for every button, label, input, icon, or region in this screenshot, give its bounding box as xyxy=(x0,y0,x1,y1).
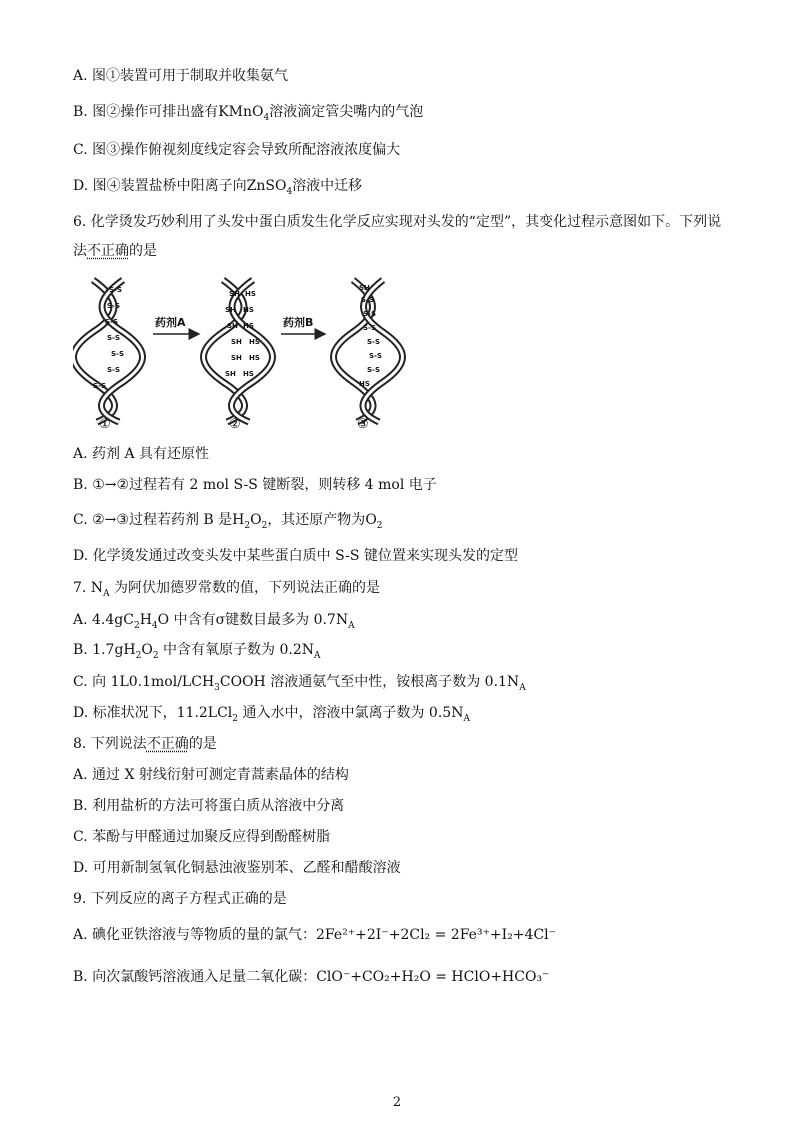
q7-stem xyxy=(73,579,380,603)
thiol-label: SH xyxy=(231,354,242,362)
bond-label: S-S xyxy=(369,352,382,360)
bond-label: S-S xyxy=(107,302,120,310)
figure-label-2: ② xyxy=(229,417,241,432)
bond-label: S-S xyxy=(109,286,122,294)
q6-option-d: D. 化学烫发通过改变头发中某些蛋白质中 S-S 键位置来实现头发的定型 xyxy=(73,548,518,564)
q7-option-c xyxy=(73,673,526,697)
q6-option-c-text: C. ②→③过程若药剂 B 是 xyxy=(73,512,233,528)
reagent-b-label: 药剂B xyxy=(283,316,314,329)
sub: 2 xyxy=(133,620,140,631)
bond-label: S-S xyxy=(363,310,376,318)
thiol-label: HS xyxy=(359,380,370,388)
sub: 3 xyxy=(214,682,220,693)
text: B. 1.7gH xyxy=(73,642,136,658)
thiol-label: HS xyxy=(249,338,260,346)
sub: A xyxy=(348,620,355,631)
q5-option-c: C. 图③操作俯视刻度线定容会导致所配溶液浓度偏大 xyxy=(73,142,401,158)
q6-option-a: A. 药剂 A 具有还原性 xyxy=(73,446,210,462)
sub: 2 xyxy=(135,650,142,661)
text: O xyxy=(141,642,153,658)
q6-stem-line1: 6. 化学烫发巧妙利用了头发中蛋白质发生化学反应实现对头发的“定型”，其变化过程示意图如下。下列说 xyxy=(73,214,722,230)
formula-sub: 2 xyxy=(244,520,251,531)
text: C. 向 1L0.1mol/LCH xyxy=(73,674,215,690)
bond-label: S-S xyxy=(93,382,106,390)
q7-stem-text-end: 为阿伏加德罗常数的值，下列说法正确的是 xyxy=(109,580,381,596)
thiol-label: HS xyxy=(245,290,256,298)
formula-sub: 2 xyxy=(261,520,268,531)
sub: 2 xyxy=(152,650,159,661)
thiol-label: SH xyxy=(231,338,242,346)
bond-label: S-S xyxy=(361,296,374,304)
formula: O xyxy=(250,512,262,528)
text: O 中含有σ键数目最多为 0.7N xyxy=(157,612,349,628)
text: H xyxy=(139,612,152,628)
q7-option-b xyxy=(73,641,321,665)
q5-option-d-text: D. 图④装置盐桥中阳离子向 xyxy=(73,178,247,194)
sub: A xyxy=(463,713,470,724)
sub: 2 xyxy=(232,713,239,724)
q6-stem-text-end: 的是 xyxy=(129,243,157,259)
bond-label: S-S xyxy=(363,324,376,332)
q5-option-b-text: B. 图②操作可排出盛有 xyxy=(73,104,219,120)
q5-option-b-sub: 4 xyxy=(263,112,270,123)
q6-stem-emphasis: 不正确 xyxy=(87,243,129,259)
q6-option-b: B. ①→②过程若有 2 mol S-S 键断裂，则转移 4 mol 电子 xyxy=(73,477,437,493)
sub: 4 xyxy=(151,620,158,631)
text: COOH 溶液通氨气至中性，铵根离子数为 0.1N xyxy=(219,674,520,690)
thiol-label: HS xyxy=(243,370,254,378)
page-number: 2 xyxy=(392,1095,402,1110)
figure-label-3: ③ xyxy=(357,417,369,432)
text: 通入水中，溶液中氯离子数为 0.5N xyxy=(238,705,464,721)
text: A. 4.4gC xyxy=(73,612,134,628)
q6-stem-text: 法 xyxy=(73,243,87,259)
sub: A xyxy=(103,588,110,599)
helix-2 xyxy=(204,280,273,422)
sub: A xyxy=(314,650,321,661)
equation: ClO⁻+CO₂+H₂O = HClO+HCO₃⁻ xyxy=(316,969,550,985)
bond-label: S-S xyxy=(107,366,120,374)
reagent-a-arrow xyxy=(153,315,199,334)
helix-3 xyxy=(334,280,403,422)
q9-option-a xyxy=(73,926,556,944)
thiol-label: HS xyxy=(249,354,260,362)
thiol-label: SH xyxy=(225,306,236,314)
text: D. 标准状况下，11.2LCl xyxy=(73,705,233,721)
q5-option-b-text-end: 溶液滴定管尖嘴内的气泡 xyxy=(269,104,424,120)
figure-label-1: ① xyxy=(99,417,111,432)
q8-stem-emphasis: 不正确 xyxy=(146,736,189,752)
q5-option-b xyxy=(73,103,423,127)
q5-option-d-text-end: 溶液中迁移 xyxy=(292,178,363,194)
formula: H xyxy=(232,512,245,528)
q5-option-b-formula: KMnO xyxy=(218,104,264,120)
thiol-label: HS xyxy=(243,322,254,330)
q6-option-c-text-mid: ，其还原产物为 xyxy=(267,512,366,528)
helix-1 xyxy=(74,280,143,422)
q8-option-b: B. 利用盐析的方法可将蛋白质从溶液中分离 xyxy=(73,798,345,814)
thiol-label: SH xyxy=(227,322,238,330)
thiol-label: SH xyxy=(359,284,370,292)
q8-option-c: C. 苯酚与甲醛通过加聚反应得到酚醛树脂 xyxy=(73,829,331,845)
bond-label: S-S xyxy=(111,350,124,358)
q8-stem xyxy=(73,735,217,753)
thiol-label: SH xyxy=(229,290,240,298)
hair-perm-diagram xyxy=(73,272,413,432)
text: 的是 xyxy=(188,736,217,752)
text: 8. 下列说法 xyxy=(73,736,147,752)
q7-option-a xyxy=(73,611,355,635)
q6-stem-line2 xyxy=(73,242,157,260)
q6-option-c xyxy=(73,511,383,535)
q8-option-a: A. 通过 X 射线衍射可测定青蒿素晶体的结构 xyxy=(73,767,349,783)
formula: O xyxy=(365,512,377,528)
q9-option-b xyxy=(73,968,549,986)
thiol-label: HS xyxy=(243,306,254,314)
bond-label: S-S xyxy=(107,334,120,342)
sub: A xyxy=(519,682,526,693)
q9-stem: 9. 下列反应的离子方程式正确的是 xyxy=(73,891,287,907)
q5-option-d-sub: 4 xyxy=(286,186,293,197)
reagent-b-arrow xyxy=(281,315,325,334)
q5-option-a: A. 图①装置可用于制取并收集氨气 xyxy=(73,68,289,84)
q8-option-d: D. 可用新制氢氧化铜悬浊液鉴别苯、乙醛和醋酸溶液 xyxy=(73,860,401,876)
q7-stem-text: 7. N xyxy=(73,580,104,596)
q7-option-d xyxy=(73,704,470,728)
q5-option-d-formula: ZnSO xyxy=(246,178,287,194)
formula-sub: 2 xyxy=(376,520,383,531)
q5-option-d xyxy=(73,177,362,201)
thiol-label: SH xyxy=(225,370,236,378)
reagent-a-label: 药剂A xyxy=(155,316,186,329)
bond-label: S-S xyxy=(105,318,118,326)
text: A. 碘化亚铁溶液与等物质的量的氯气： xyxy=(73,927,317,943)
text: 中含有氧原子数为 0.2N xyxy=(158,642,314,658)
bond-label: S-S xyxy=(367,338,380,346)
equation: 2Fe²⁺+2I⁻+2Cl₂ = 2Fe³⁺+I₂+4Cl⁻ xyxy=(316,927,557,943)
bond-label: S-S xyxy=(367,366,380,374)
text: B. 向次氯酸钙溶液通入足量二氧化碳： xyxy=(73,969,317,985)
